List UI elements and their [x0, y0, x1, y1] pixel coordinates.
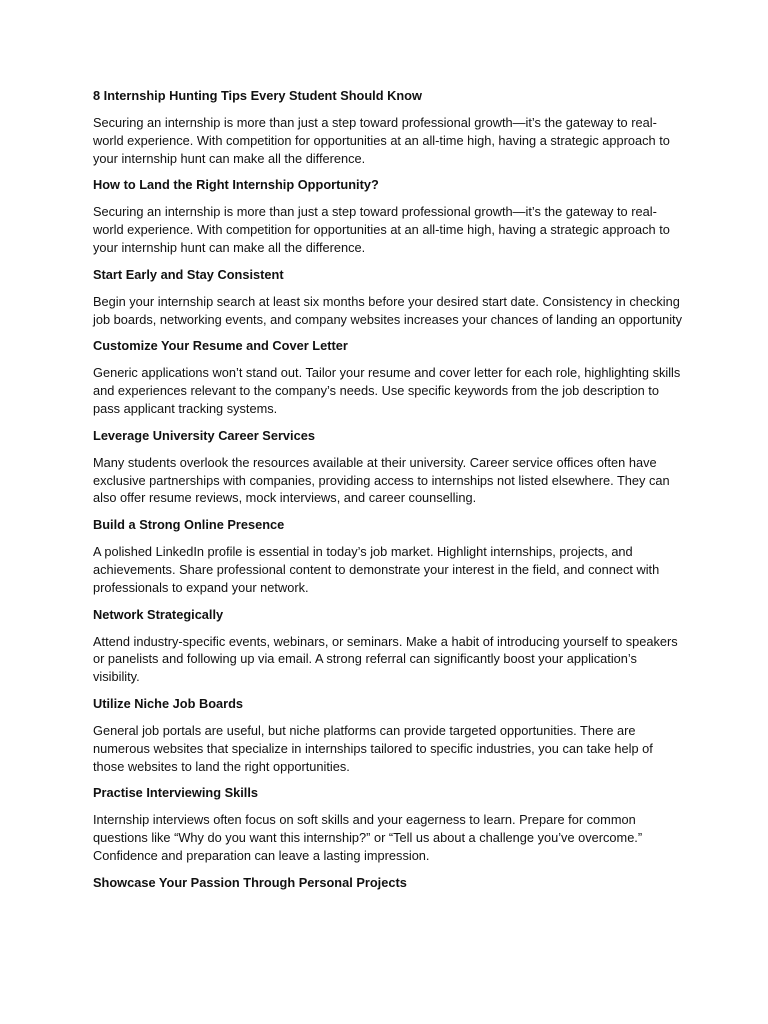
section-heading-niche-boards: Utilize Niche Job Boards — [93, 695, 244, 711]
section-body-land-internship: Securing an internship is more than just a step toward professional growth—it’s the gateway to real-world experience. With competition for opportunities at an all-time high, having a strategic approach to your internship hunt can make all the difference. — [93, 204, 670, 255]
section-body-career-services: Many students overlook the resources available at their university. Career service offices often have exclusive partnerships with companies, providing access to internships not listed elsewhere. They can also offer resume reviews, mock interviews, and career counselling. — [93, 454, 670, 506]
section-body-network: Attend industry-specific events, webinars, or seminars. Make a habit of introducing yourself to speakers or panelists and following up via email. A strong referral can significantly boost your application’s visibility. — [93, 633, 678, 685]
intro-paragraph: Securing an internship is more than just a step toward professional growth—it’s the gateway to real-world experience. With competition for opportunities at an all-time high, having a strategic approach to your internship hunt can make all the difference. — [93, 115, 670, 166]
section-heading-land-internship: How to Land the Right Internship Opportunity? — [93, 177, 379, 193]
section-heading-network: Network Strategically — [93, 606, 224, 622]
document-page — [93, 87, 683, 901]
section-body-interviewing: Internship interviews often focus on soft skills and your eagerness to learn. Prepare for common questions like “Why do you want this internship?” or “Tell us about a challenge you’ve overcome.” Confidence and preparation can leave a lasting impression. — [93, 812, 643, 863]
section-heading-career-services: Leverage University Career Services — [93, 427, 315, 443]
section-body-start-early: Begin your internship search at least six months before your desired start date. Consistency in checking job boards, networking events, and company websites increases your chances of landing an opportunity — [93, 293, 683, 327]
section-heading-interviewing: Practise Interviewing Skills — [93, 785, 259, 801]
section-body-customize-resume: Generic applications won’t stand out. Tailor your resume and cover letter for each role, highlighting skills and experiences relevant to the company’s needs. Use specific keywords from the job description to pass applicant tracking systems. — [93, 365, 681, 416]
section-body-niche-boards: General job portals are useful, but niche platforms can provide targeted opportunities. There are numerous websites that specialize in internships tailored to specific industries, you can take help of those websites to land the right opportunities. — [93, 722, 653, 774]
section-body-online-presence: A polished LinkedIn profile is essential in today’s job market. Highlight internships, projects, and achievements. Share professional content to demonstrate your interest in the field, and connect with professionals to expand your network. — [93, 544, 660, 595]
section-heading-customize-resume: Customize Your Resume and Cover Letter — [93, 338, 348, 354]
document-title: 8 Internship Hunting Tips Every Student Should Know — [93, 88, 422, 103]
section-heading-start-early: Start Early and Stay Consistent — [93, 266, 284, 282]
section-heading-online-presence: Build a Strong Online Presence — [93, 517, 285, 533]
section-heading-personal-projects: Showcase Your Passion Through Personal Projects — [93, 874, 407, 890]
